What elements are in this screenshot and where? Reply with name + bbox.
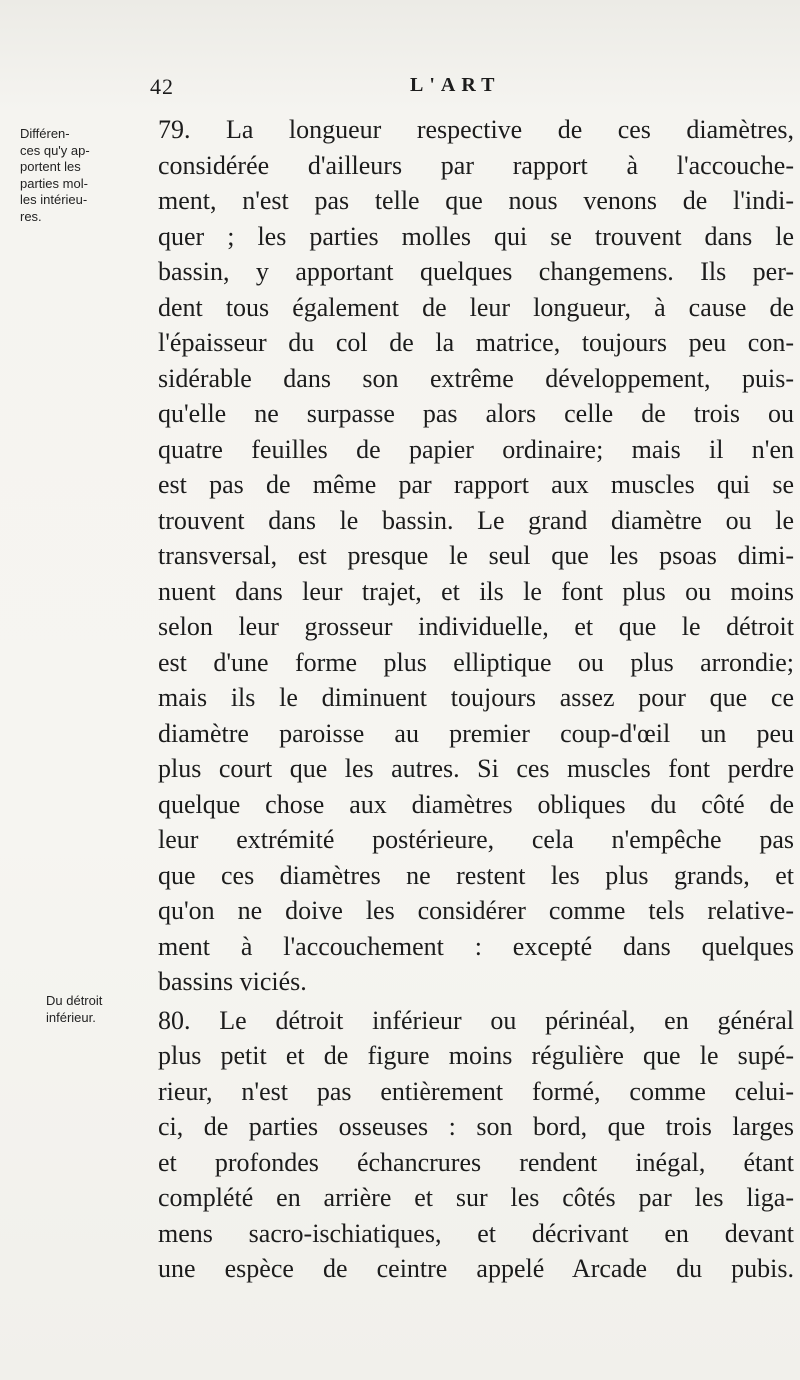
page-header <box>0 74 800 104</box>
page-number: 42 <box>150 74 174 99</box>
text-line: ment à l'accouchement : excepté dans quelques <box>158 931 794 961</box>
margin-note-line: parties mol- <box>20 175 88 191</box>
text-line: qu'elle ne surpasse pas alors celle de trois ou <box>158 399 794 428</box>
text-line: mens sacro-ischiatiques, et décrivant en devant <box>158 1218 794 1248</box>
text-line: plus court que les autres. Si ces muscles font perdre <box>158 754 794 783</box>
text-line: est d'une forme plus elliptique ou plus arrondie; <box>158 647 794 677</box>
text-line: 80. Le détroit inférieur ou périnéal, en général <box>158 1005 794 1035</box>
text-line: et profondes échancrures rendent inégal, étant <box>158 1147 794 1177</box>
text-line: diamètre paroisse au premier coup-d'œil un peu <box>158 718 794 748</box>
text-line: bassin, y apportant quelques changemens. Ils per- <box>158 257 794 286</box>
paragraph-80 <box>158 1003 794 1287</box>
margin-note-differences <box>20 126 160 225</box>
margin-note-detroit <box>46 993 166 1026</box>
text-line: leur extrémité postérieure, cela n'empêche pas <box>158 825 794 854</box>
text-line: que ces diamètres ne restent les plus grands, et <box>158 860 794 890</box>
text-line: est pas de même par rapport aux muscles qui se <box>158 470 794 499</box>
margin-note-line: ces qu'y ap- <box>20 142 90 158</box>
text-line: l'épaisseur du col de la matrice, toujours peu con- <box>158 328 794 357</box>
text-line: dent tous également de leur longueur, à cause de <box>158 292 794 322</box>
margin-note-line: Du détroit <box>46 993 103 1008</box>
text-line: 79. La longueur respective de ces diamètres, <box>158 115 794 144</box>
margin-note-line: les intérieu- <box>20 192 88 207</box>
text-line: une espèce de ceintre appelé Arcade du pubis. <box>158 1254 794 1283</box>
text-line: selon leur grosseur individuelle, et que le détroit <box>158 612 794 641</box>
running-title: L'ART <box>410 74 501 96</box>
text-line: ment, n'est pas telle que nous venons de l'indi- <box>158 186 794 215</box>
text-line: nuent dans leur trajet, et ils le font plus ou moins <box>158 576 794 606</box>
margin-note-line: Différen- <box>20 126 70 141</box>
text-line: transversal, est presque le seul que les psoas dimi- <box>158 541 794 570</box>
margin-note-line: portent les <box>20 159 81 174</box>
paragraph-79 <box>158 112 794 1000</box>
margin-note-line: res. <box>20 208 42 224</box>
text-line: plus petit et de figure moins régulière que le supé- <box>158 1041 794 1070</box>
text-line: sidérable dans son extrême développement, puis- <box>158 363 794 393</box>
text-line: trouvent dans le bassin. Le grand diamètre ou le <box>158 505 794 535</box>
text-line: rieur, n'est pas entièrement formé, comme celui- <box>158 1076 794 1106</box>
text-line: quatre feuilles de papier ordinaire; mais il n'en <box>158 434 794 464</box>
body-text <box>158 112 794 1287</box>
text-line: bassins viciés. <box>158 967 307 996</box>
text-line: quer ; les parties molles qui se trouvent dans le <box>158 221 794 251</box>
text-line: quelque chose aux diamètres obliques du côté de <box>158 789 794 819</box>
text-line: ci, de parties osseuses : son bord, que trois larges <box>158 1112 794 1141</box>
text-line: mais ils le diminuent toujours assez pour que ce <box>158 683 794 712</box>
text-line: complété en arrière et sur les côtés par les liga- <box>158 1183 794 1212</box>
margin-note-line: inférieur. <box>46 1009 96 1025</box>
text-line: qu'on ne doive les considérer comme tels relative- <box>158 896 794 925</box>
text-line: considérée d'ailleurs par rapport à l'accouche- <box>158 150 794 180</box>
